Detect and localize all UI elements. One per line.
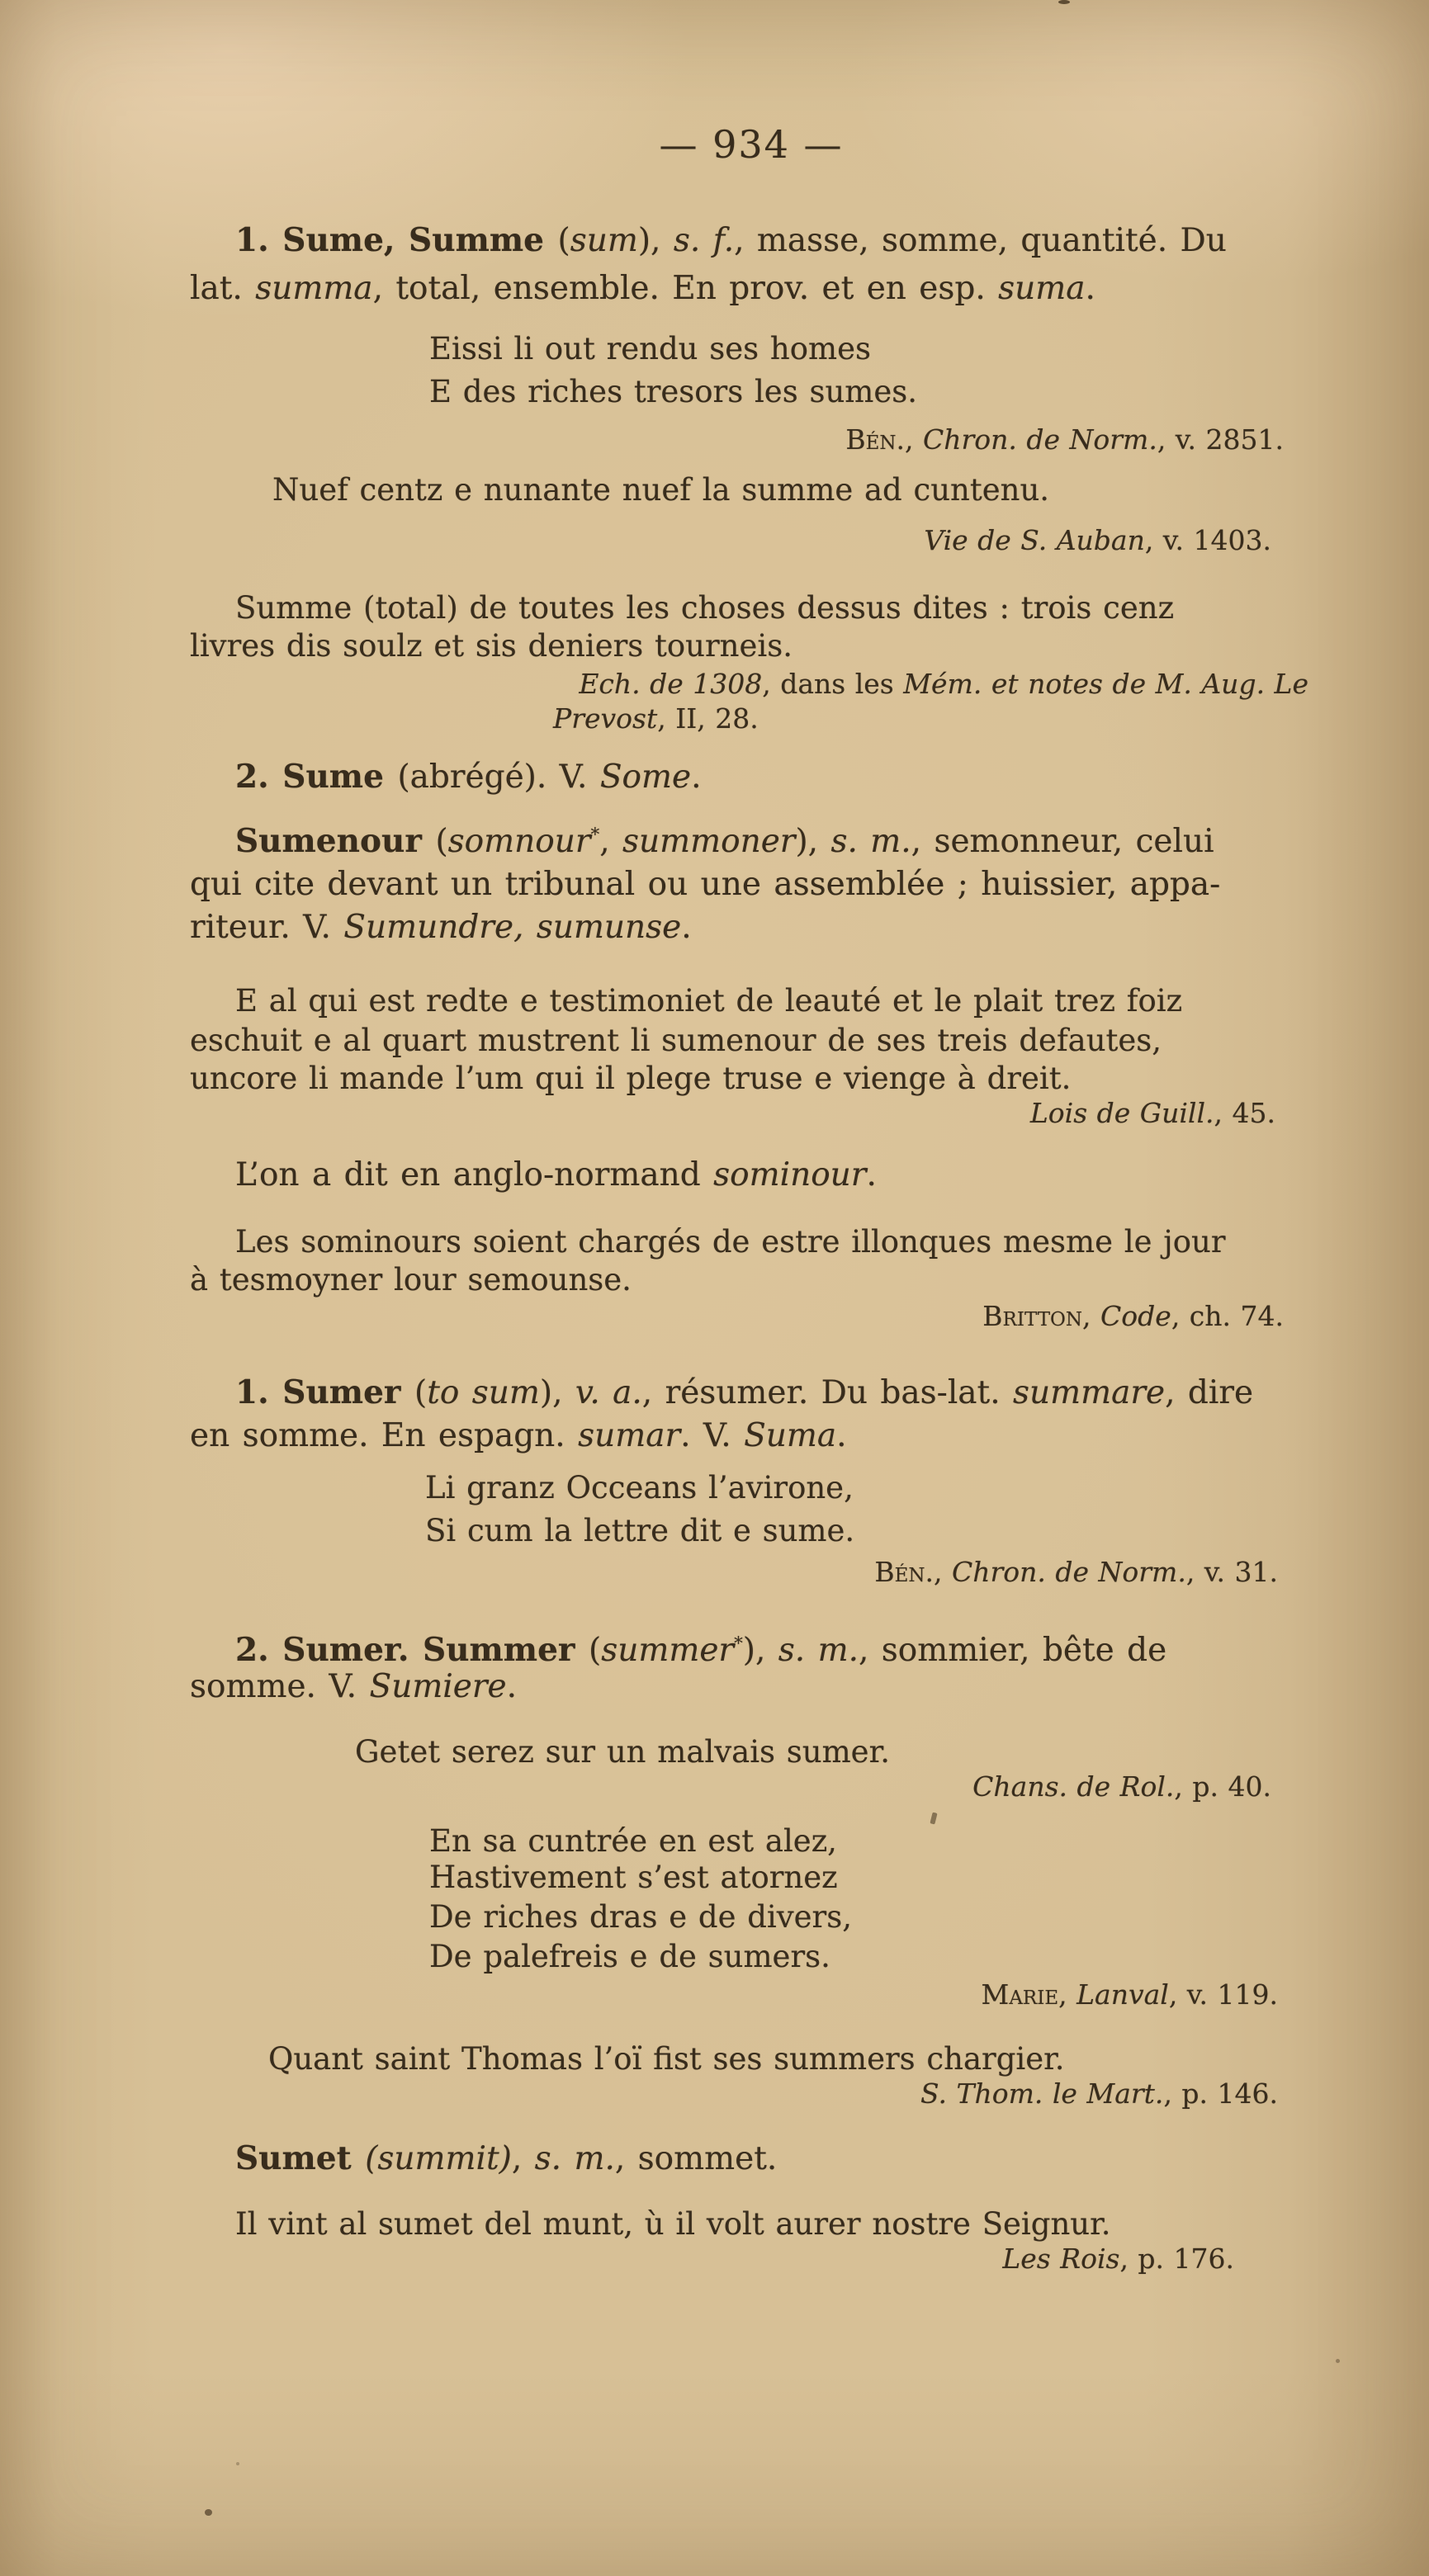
citation-chans-de-rol-40: Chans. de Rol., p. 40.: [972, 1770, 1271, 1803]
verse-en-sa-cuntree-line-2: Hastivement s’est atornez: [429, 1860, 838, 1895]
paper-speck: [205, 2509, 212, 2516]
paper-speck: [930, 1812, 937, 1824]
citation-les-rois-176: Les Rois, p. 176.: [1002, 2243, 1234, 2275]
citation-lois-de-guill-45: Lois de Guill., 45.: [1029, 1097, 1275, 1129]
quote-summe-total-line-1: Summe (total) de toutes les choses dessus dites : trois cenz: [235, 590, 1175, 626]
quote-il-vint-al-sumet: Il vint al sumet del munt, ù il volt aurer nostre Seignur.: [235, 2206, 1111, 2242]
citation-ben-chron-norm-2851: Bén., Chron. de Norm., v. 2851.: [845, 423, 1284, 456]
quote-nuef-centz: Nuef centz e nunante nuef la summe ad cuntenu.: [272, 472, 1050, 508]
verse-eissi-line-1: Eissi li out rendu ses homes: [429, 331, 871, 366]
quote-summe-total-line-2: livres dis soulz et sis deniers tourneis.: [190, 628, 793, 664]
verse-en-sa-cuntree-line-4: De palefreis e de sumers.: [429, 1939, 830, 1974]
entry-sumer-2-line-2: somme. V. Sumiere.: [190, 1668, 517, 1705]
verse-en-sa-cuntree-line-1: En sa cuntrée en est alez,: [429, 1823, 837, 1859]
page-number: — 934 —: [659, 122, 844, 167]
quote-getet-serez: Getet serez sur un malvais sumer.: [355, 1734, 890, 1770]
verse-li-granz-line-2: Si cum la lettre dit e sume.: [425, 1513, 855, 1548]
verse-eissi-line-2: E des riches tresors les sumes.: [429, 374, 917, 409]
citation-vie-de-s-auban-1403: Vie de S. Auban, v. 1403.: [924, 524, 1271, 556]
quote-e-al-qui-line-3: uncore li mande l’um qui il plege truse e vienge à dreit.: [190, 1061, 1072, 1096]
quote-e-al-qui-line-2: eschuit e al quart mustrent li sumenour de ses treis defautes,: [190, 1023, 1162, 1058]
quote-les-sominours-line-1: Les sominours soient chargés de estre illonques mesme le jour: [235, 1224, 1226, 1260]
entry-sume-summe-line-2: lat. summa, total, ensemble. En prov. et en esp. suma.: [190, 270, 1095, 307]
paper-speck: [1336, 2359, 1340, 2363]
paper-speck: [1058, 0, 1070, 4]
citation-ech-1308-line-2: Prevost, II, 28.: [553, 702, 759, 735]
entry-sumer-1-line-2: en somme. En espagn. sumar. V. Suma.: [190, 1417, 847, 1454]
entry-sumenour-line-2: qui cite devant un tribunal ou une assemblée ; huissier, appa-: [190, 866, 1221, 903]
quote-e-al-qui-line-1: E al qui est redte e testimoniet de leauté et le plait trez foiz: [235, 983, 1183, 1019]
entry-sumenour-line-1: Sumenour (somnour*, summoner), s. m., semonneur, celui: [235, 822, 1214, 860]
entry-sume-summe-line-1: 1. Sume, Summe (sum), s. f., masse, somme, quantité. Du: [235, 221, 1227, 259]
citation-britton-code-74: Britton, Code, ch. 74.: [982, 1300, 1284, 1332]
citation-ben-chron-norm-31: Bén., Chron. de Norm., v. 31.: [874, 1556, 1278, 1588]
entry-sumer-2-line-1: 2. Sumer. Summer (summer*), s. m., sommier, bête de: [235, 1631, 1167, 1669]
paper-speck: [236, 2462, 239, 2465]
entry-sume-abrege: 2. Sume (abrégé). V. Some.: [235, 758, 702, 796]
citation-s-thom-le-mart-146: S. Thom. le Mart., p. 146.: [920, 2077, 1278, 2110]
entry-sumenour-line-3: riteur. V. Sumundre, sumunse.: [190, 909, 692, 946]
entry-sumet: Sumet (summit), s. m., sommet.: [235, 2139, 778, 2177]
entry-sumer-1-line-1: 1. Sumer (to sum), v. a., résumer. Du bas-lat. summare, dire: [235, 1373, 1254, 1411]
verse-en-sa-cuntree-line-3: De riches dras e de divers,: [429, 1899, 852, 1935]
citation-marie-lanval-119: Marie, Lanval, v. 119.: [981, 1978, 1278, 2011]
para-anglo-normand-sominour: L’on a dit en anglo-normand sominour.: [235, 1156, 877, 1193]
quote-quant-saint-thomas: Quant saint Thomas l’oï fist ses summers chargier.: [268, 2041, 1065, 2077]
citation-ech-1308-line-1: Ech. de 1308, dans les Mém. et notes de M. Aug. Le: [579, 668, 1308, 700]
quote-les-sominours-line-2: à tesmoyner lour semounse.: [190, 1262, 632, 1297]
verse-li-granz-line-1: Li granz Occeans l’avirone,: [425, 1470, 854, 1505]
